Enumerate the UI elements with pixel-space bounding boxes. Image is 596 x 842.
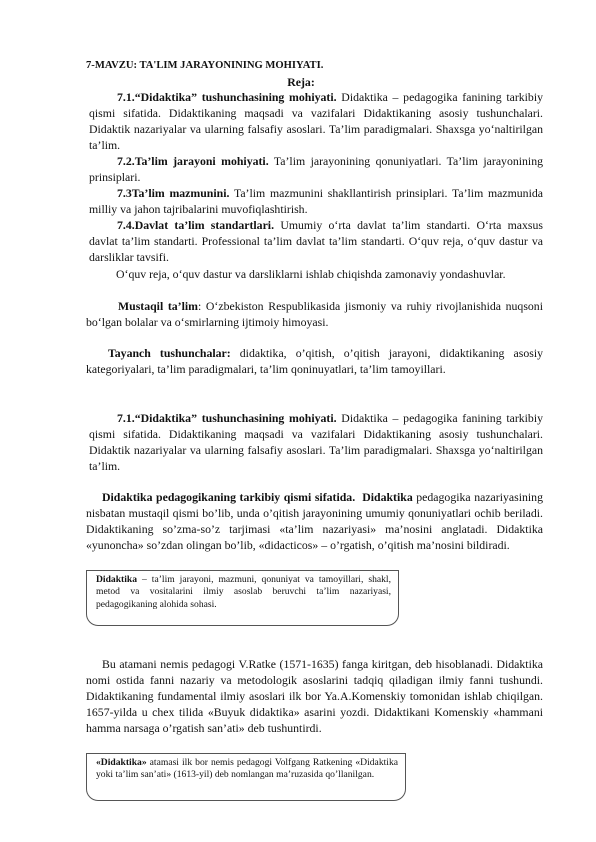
plan-item-3 [89,185,543,217]
definition-box-1-text: – ta’lim jarayoni, mazmuni, qonuniyat va tamoyillari, shakl, metod va vositalarini ilmiy asoslab beruvchi ta’lim nazariyasi, pedagogikaning alohida sohasi. [96,574,391,610]
plan-item-2-title: 7.2.Ta’lim jarayoni mohiyati. [117,154,269,168]
plan-item-5-text: O‘quv reja, o‘quv dastur va darsliklarni ishlab chiqishda zamonaviy yondashuvlar. [116,267,506,281]
key-concepts-label: Tayanch tushunchalar: [108,346,231,360]
plan-item-6-title: Mustaqil ta’lim [118,299,198,313]
plan-item-6 [86,298,543,330]
plan-item-1 [89,89,543,153]
paragraph-didaktika-text: pedagogika nazariyasining nisbatan mustaqil qismi bo’lib, unda o’qitish jarayonining umumiy qonuniyatlari ochib beriladi. Didaktikaning so’zma-so’z tarjimasi «ta’lim nazariyasi» ma’nosini anglatadi. Didaktika «yunoncha» so’zdan olingan bo’lib, «didacticos» – o’rgatish, o’qitish ma’nosini bildiradi. [86,490,543,552]
definition-box-2 [86,753,406,801]
plan-item-2-text: Ta’lim jarayonining qonuniyatlari. Ta’lim jarayonining prinsiplari. [89,154,543,184]
definition-box-2-term: «Didaktika» [96,757,147,768]
section-1-heading [89,410,543,474]
section-1-title: 7.1.“Didaktika” tushunchasining mohiyati. [117,411,337,425]
key-concepts [86,345,543,377]
paragraph-ratke [86,656,543,736]
plan-item-4-text: Umumiy o‘rta davlat ta’lim standarti. O‘rta maxsus davlat ta’lim standarti. Professional ta’lim davlat ta’lim standarti. O‘quv reja, o‘quv dastur va darsliklar tavsifi. [89,218,543,264]
definition-box-1 [86,570,399,626]
paragraph-didaktika [86,489,543,553]
plan-item-5 [86,266,543,282]
plan-item-3-title: 7.3Ta’lim mazmunini. [117,186,230,200]
paragraph-didaktika-term: Didaktika [362,490,413,504]
plan-item-4 [89,217,543,265]
section-1-text: Didaktika – pedagogika fanining tarkibiy qismi sifatida. Didaktikaning maqsadi va vazifalari Didaktikaning asosiy tushunchalari. Didaktik nazariyalar va ularning falsafiy asoslari. Ta’lim paradigmalari. Shaxsga yo‘naltirilgan ta’lim. [89,411,544,473]
plan-item-4-title: 7.4.Davlat ta’lim standartlari. [117,218,275,232]
plan-item-3-text: Ta’lim mazmunini shakllantirish prinsiplari. Ta’lim mazmunida milliy va jahon tajribalarini muvofiqlashtirish. [89,186,543,216]
topic-title: 7-MAVZU: TA'LIM JARAYONINING MOHIYATI. [86,60,324,71]
plan-item-2 [89,153,543,185]
key-concepts-text: didaktika, o’qitish, o’qitish jarayoni, didaktikaning asosiy kategoriyalari, ta’lim paradigmalari, ta’lim qoninuyatlari, ta’lim tamoyillari. [86,346,543,376]
definition-box-2-text: atamasi ilk bor nemis pedagogi Volfgang Ratkening «Didaktika yoki ta’lim san’ati» (1613-yil) deb nomlangan ma’ruzasida qo’llanilgan. [96,757,398,781]
definition-box-1-term: Didaktika [96,574,138,585]
plan-item-1-text: Didaktika – pedagogika fanining tarkibiy qismi sifatida. Didaktikaning maqsadi va vazifalari Didaktikaning asosiy tushunchalari. Didaktik nazariyalar va ularning falsafiy asoslari. Ta’lim paradigmalari. Shaxsga yo‘naltirilgan ta’lim. [89,90,544,152]
plan-heading: Reja: [287,75,315,89]
paragraph-didaktika-title: Didaktika pedagogikaning tarkibiy qismi sifatida. [102,490,356,504]
plan-item-1-title: 7.1.“Didaktika” tushunchasining mohiyati. [117,90,337,104]
paragraph-ratke-text: Bu atamani nemis pedagogi V.Ratke (1571-1635) fanga kiritgan, deb hisoblanadi. Didaktika nomi ostida fanni nazariy va metodologik asoslarini tadqiq qiladigan ilmiy fanni tushundi. Didaktikaning fundamental ilmiy asoslari ilk bor Ya.A.Komenskiy tomonidan ishlab chiqilgan. 1657-yilda u chex tilida «Buyuk didaktika» asarini yozdi. Didaktikani Komenskiy «hammani hamma narsaga o’rgatish san’ati» deb tushuntirdi. [86,657,543,735]
plan-item-6-text: : O‘zbekiston Respublikasida jismoniy va ruhiy rivojlanishida nuqsoni bo‘lgan bolalar va o‘smirlarning ijtimoiy himoyasi. [86,299,543,329]
